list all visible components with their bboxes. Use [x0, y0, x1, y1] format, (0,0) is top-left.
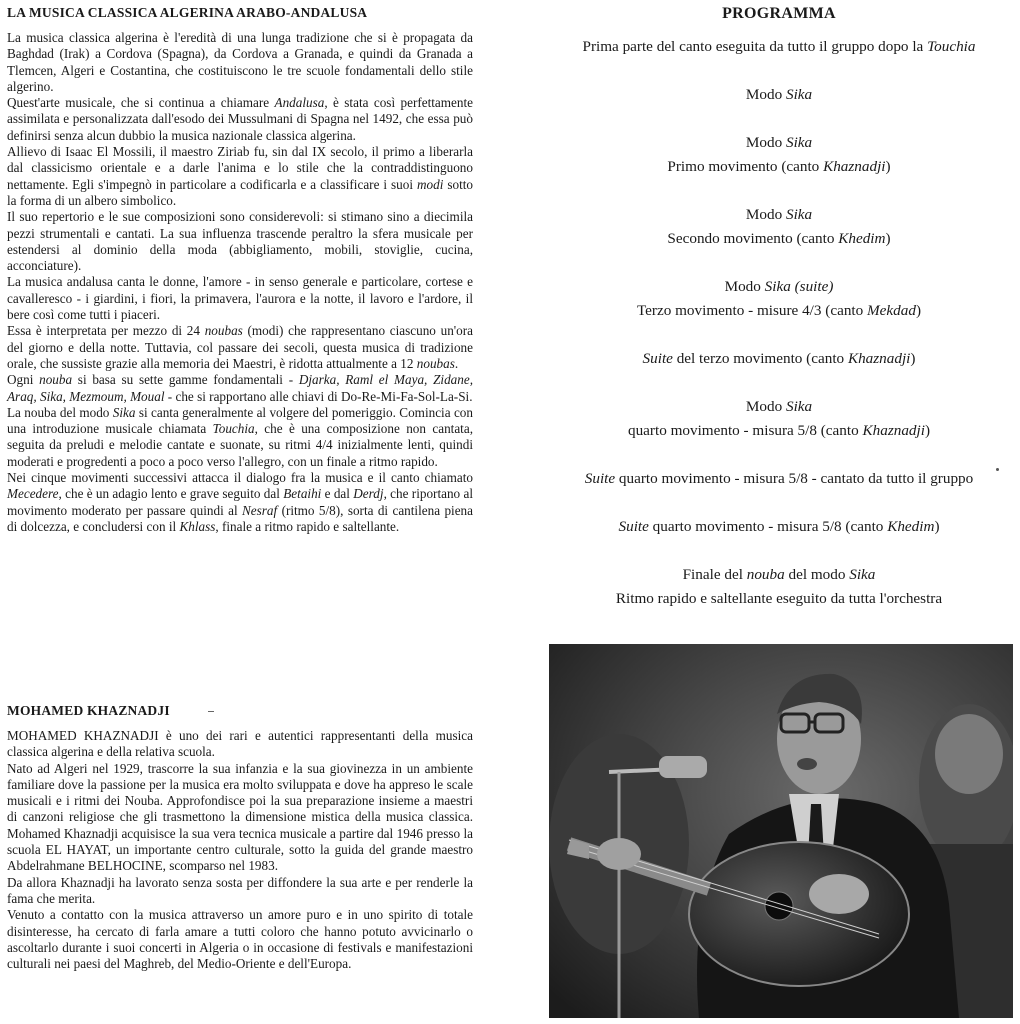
text-run: Prima parte del canto eseguita da tutto il gruppo dopo la: [582, 38, 928, 55]
programme-line: [538, 155, 1020, 179]
italic-term: Djarka, Raml el Maya, Zidane, Araq, Sika, Mezmoum, Moual: [7, 372, 474, 404]
italic-term: Sika: [785, 134, 813, 151]
text-run: ): [885, 230, 891, 247]
article-title: LA MUSICA CLASSICA ALGERINA ARABO-ANDALUSA: [7, 5, 368, 20]
programme-line: [538, 563, 1020, 587]
article-paragraph: [7, 372, 473, 405]
programme-item: [538, 347, 1020, 371]
italic-term: Nesraf: [242, 502, 278, 518]
biography-section: [7, 702, 473, 972]
text-run: La musica classica algerina è l'eredità di una lunga tradizione che si è propagata da Baghdad (Irak) a Cordova (Spagna), da Cordova a Granada, e quindi da Granada a Tlemcen, Algeri e Costantina, che costituiscono le tre scuole fondamentali dello stile algerino.: [7, 30, 473, 94]
text-run: Modo: [724, 278, 765, 295]
text-run: Ogni: [7, 372, 40, 388]
text-run: Primo movimento (canto: [667, 158, 824, 175]
italic-term: Sika: [112, 404, 136, 420]
text-run: , è stata così perfettamente assimilata e personalizzata dall'esodo dei Mussulmani di Spagna nel 1492, che essa può definirsi senza alcun dubbio la musica nazionale classica algerina.: [7, 95, 473, 143]
italic-term: noubas: [204, 323, 243, 339]
biography-paragraph: [7, 728, 473, 761]
article-paragraph: [7, 30, 473, 95]
programme-item: [538, 83, 1020, 107]
text-run: ): [934, 518, 940, 535]
italic-term: Sika: [785, 398, 813, 415]
italic-term: nouba: [746, 566, 785, 583]
text-run: Quest'arte musicale, che si continua a chiamare: [7, 95, 275, 111]
text-run: e dal: [321, 486, 354, 502]
programme-item: [538, 563, 1020, 611]
programme-line: [538, 275, 1020, 299]
italic-term: Khaznadji: [847, 350, 911, 367]
text-run: Nato ad Algeri nel 1929, trascorre la sua infanzia e la sua giovinezza in un ambiente familiare dove la passione per la musica era molto sviluppata e dove ha appreso le scale musicali e i ritmi dei Nouba. Approfondisce poi la sua preparazione insieme a maestri di canzoni religiose che gli trasmettono la dimensione mistica della musica classica. Mohamed Khaznadji acquisisce la sua vera tecnica musicale a partire dal 1946 presso la scuola EL HAYAT, un importante centro culturale, sotto la guida del grande maestro Abdelrahmane BELHOCINE, scomparso nel 1983.: [7, 760, 473, 874]
text-run: , che è una composizione non cantata, seguita da preludi e melodie cantate e suonate, su ritmi 4/4 inizialmente lenti, quindi moderati e progredenti a poco a poco verso l'allegro, con un finale a ritmo rapido.: [7, 421, 473, 469]
stray-dot: [996, 468, 999, 471]
programme-item: [538, 395, 1020, 443]
italic-term: Mekdad: [867, 302, 916, 319]
programme-line: [538, 203, 1020, 227]
programme-item: [538, 131, 1020, 179]
text-run: (modi) che rappresentano ciascuno un'ora del giorno e della notte. Tuttavia, col passare dei secoli, questa musica di tradizione orale, che sussiste grazie alla memoria dei Maestri, è ridotta attualmente a 12: [7, 323, 473, 371]
text-run: quarto movimento - misura 5/8 - cantato da tutto il gruppo: [615, 470, 974, 487]
article-paragraph: [7, 144, 473, 209]
italic-term: Suite: [584, 470, 616, 487]
programme-line: [538, 587, 1020, 611]
text-run: La musica andalusa canta le donne, l'amore - in senso generale e particolare, cortese e cavalleresco - i giardini, i fiori, la primavera, l'aurora e la notte, il lavoro e l'ardore, il bere così come tutti i piaceri.: [7, 274, 473, 323]
programme-list: [538, 35, 1020, 611]
italic-term: Derdj: [353, 486, 384, 502]
italic-term: Khaznadji: [862, 422, 925, 439]
text-run: MOHAMED KHAZNADJI è uno dei rari e autentici rappresentanti della musica classica algerina e della relativa scuola.: [7, 728, 473, 760]
italic-term: Andalusa: [274, 95, 325, 111]
article-paragraph: [7, 95, 473, 144]
italic-term: Sika: [785, 86, 813, 103]
italic-term: Sika: [785, 206, 813, 223]
biography-paragraph: [7, 875, 473, 908]
italic-term: Touchia: [927, 38, 976, 55]
text-run: ): [924, 422, 931, 439]
italic-term: Khedim: [887, 518, 935, 535]
italic-term: Betaihi: [283, 486, 322, 502]
italic-term: modi: [417, 176, 444, 192]
article-paragraph: [7, 209, 473, 274]
text-run: ): [910, 350, 916, 367]
programme-line: [538, 35, 1020, 59]
text-run: sotto la forma di un albero simbolico.: [7, 176, 473, 208]
text-run: Il suo repertorio e le sue composizioni sono considerevoli: si stimano sino a diecimila pezzi strumentali e cantati. La sua influenza trascende peraltro la sfera musicale per estendersi al dominio della moda (abbigliamento, mobili, stoviglie, cucina, acconciature).: [7, 209, 473, 274]
italic-term: Khlass: [179, 518, 216, 534]
biography-body: [7, 728, 473, 972]
text-run: Finale del: [682, 566, 747, 583]
article-paragraph: [7, 470, 473, 535]
italic-term: Sika (suite): [764, 278, 834, 295]
text-run: quarto movimento - misura 5/8 (canto: [648, 518, 888, 535]
italic-term: Khaznadji: [823, 158, 886, 175]
programme-line: [538, 347, 1020, 371]
text-run: del terzo movimento (canto: [672, 350, 848, 367]
italic-term: Sika: [849, 566, 876, 583]
programme-item: [538, 515, 1020, 539]
italic-term: noubas: [416, 355, 455, 371]
biography-title: MOHAMED KHAZNADJI: [7, 703, 170, 718]
article-paragraph: [7, 274, 473, 323]
text-run: si canta generalmente al volgere del pomeriggio. Comincia con una introduzione musicale chiamata: [7, 404, 473, 437]
programme-title: PROGRAMMA: [722, 5, 836, 22]
text-run: Da allora Khaznadji ha lavorato senza sosta per diffondere la sua arte e per renderle la fama che merita.: [7, 874, 473, 906]
text-run: Ritmo rapido e saltellante eseguito da tutta l'orchestra: [615, 590, 943, 607]
text-run: del modo: [784, 566, 850, 583]
oud-player-image: [549, 644, 1013, 1018]
text-run: Terzo movimento - misure 4/3 (canto: [636, 302, 868, 319]
italic-term: Suite: [618, 518, 649, 535]
text-run: Secondo movimento (canto: [667, 230, 839, 247]
text-run: .: [454, 355, 459, 371]
article-body: [7, 30, 473, 535]
programme-column: [538, 4, 1020, 635]
programme-line: [538, 83, 1020, 107]
programme-line: [538, 467, 1020, 491]
text-run: , che è un adagio lento e grave seguito dal: [58, 486, 284, 502]
text-run: Allievo di Isaac El Mossili, il maestro Ziriab fu, sin dal IX secolo, il primo a liberarla dal classicismo orientale e a darle l'anima e lo stile che la contraddistinguono nettamente. Egli s'impegnò in particolare a codificarla e a classificare i suoi: [7, 144, 473, 192]
text-run: Modo: [745, 134, 786, 151]
text-run: ): [885, 158, 891, 175]
programme-item: [538, 467, 1020, 491]
text-run: (ritmo 5/8), sorta di cantilena piena di dolcezza, e concludersi con il: [7, 502, 473, 534]
italic-term: Mecedere: [7, 486, 59, 502]
text-run: quarto movimento - misura 5/8 (canto: [627, 422, 863, 439]
biography-paragraph: [7, 761, 473, 875]
biography-paragraph: [7, 907, 473, 972]
text-run: Nei cinque movimenti successivi attacca il dialogo fra la musica e il canto chiamato: [7, 470, 473, 486]
programme-line: [538, 419, 1020, 443]
article-paragraph: [7, 323, 473, 372]
text-run: Modo: [745, 206, 786, 223]
italic-term: Khedim: [838, 230, 886, 247]
programme-line: [538, 515, 1020, 539]
text-run: , finale a ritmo rapido e saltellante.: [215, 518, 400, 534]
italic-term: nouba: [39, 372, 73, 388]
text-run: La nouba del modo: [7, 404, 113, 420]
programme-line: [538, 131, 1020, 155]
article-column: [7, 4, 473, 535]
italic-term: Suite: [642, 350, 673, 367]
programme-line: [538, 299, 1020, 323]
text-run: Modo: [745, 86, 786, 103]
text-run: - che si rapportano alle chiavi di Do-Re-Mi-Fa-Sol-La-Si.: [164, 388, 473, 404]
programme-line: [538, 395, 1020, 419]
article-paragraph: [7, 405, 473, 470]
italic-term: Touchia: [212, 421, 255, 437]
programme-item: [538, 35, 1020, 59]
programme-item: [538, 275, 1020, 323]
text-run: ): [915, 302, 922, 319]
text-run: Essa è interpretata per mezzo di 24: [7, 323, 205, 339]
text-run: Modo: [745, 398, 786, 415]
text-run: Venuto a contatto con la musica attraverso un amore puro e in uno spirito di totale disinteresse, ha cercato di farla amare a tutti coloro che hanno potuto avvicinarlo o ascoltarlo durante i suoi concerti in Algeria o in occasione di festivals e manifestazioni culturali nei paesi del Maghreb, del Medio-Oriente e dell'Europa.: [7, 907, 473, 972]
text-run: si basa su sette gamme fondamentali -: [72, 372, 299, 388]
programme-line: [538, 227, 1020, 251]
musician-photo: [549, 644, 1013, 1018]
text-run: , che riportano al movimento moderato per passare quindi al: [7, 486, 473, 518]
programme-item: [538, 203, 1020, 251]
